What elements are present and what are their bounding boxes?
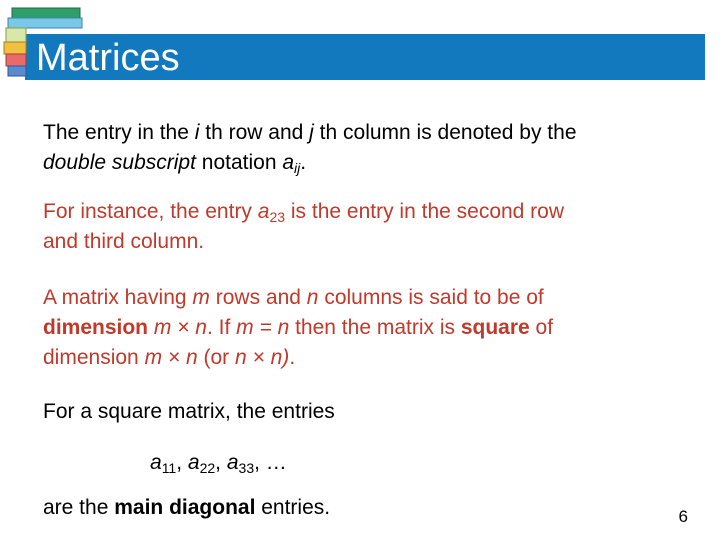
paragraph-example-a23: For instance, the entry $a_{23}$ is the entry in the second row and third column. — [43, 200, 565, 253]
paragraph-dimension: A matrix having m rows and n columns is said to be of dimension m × n. If m = n then the matrix is square of dimension m × n (or n × n). — [43, 286, 554, 369]
paragraph-entry-notation: The entry in the i th row and j th column is denoted by the double subscript notation $a_{ij}$. — [43, 121, 577, 176]
paragraph-square-matrix: For a square matrix, the entries — [43, 400, 335, 423]
paragraph-main-diagonal: are the main diagonal entries. — [43, 496, 331, 519]
diagonal-entries-list: $a_{11}$, $a_{22}$, $a_{33}$, … — [150, 451, 287, 476]
slide-title: Matrices — [36, 37, 180, 79]
page-number: 6 — [678, 507, 688, 526]
